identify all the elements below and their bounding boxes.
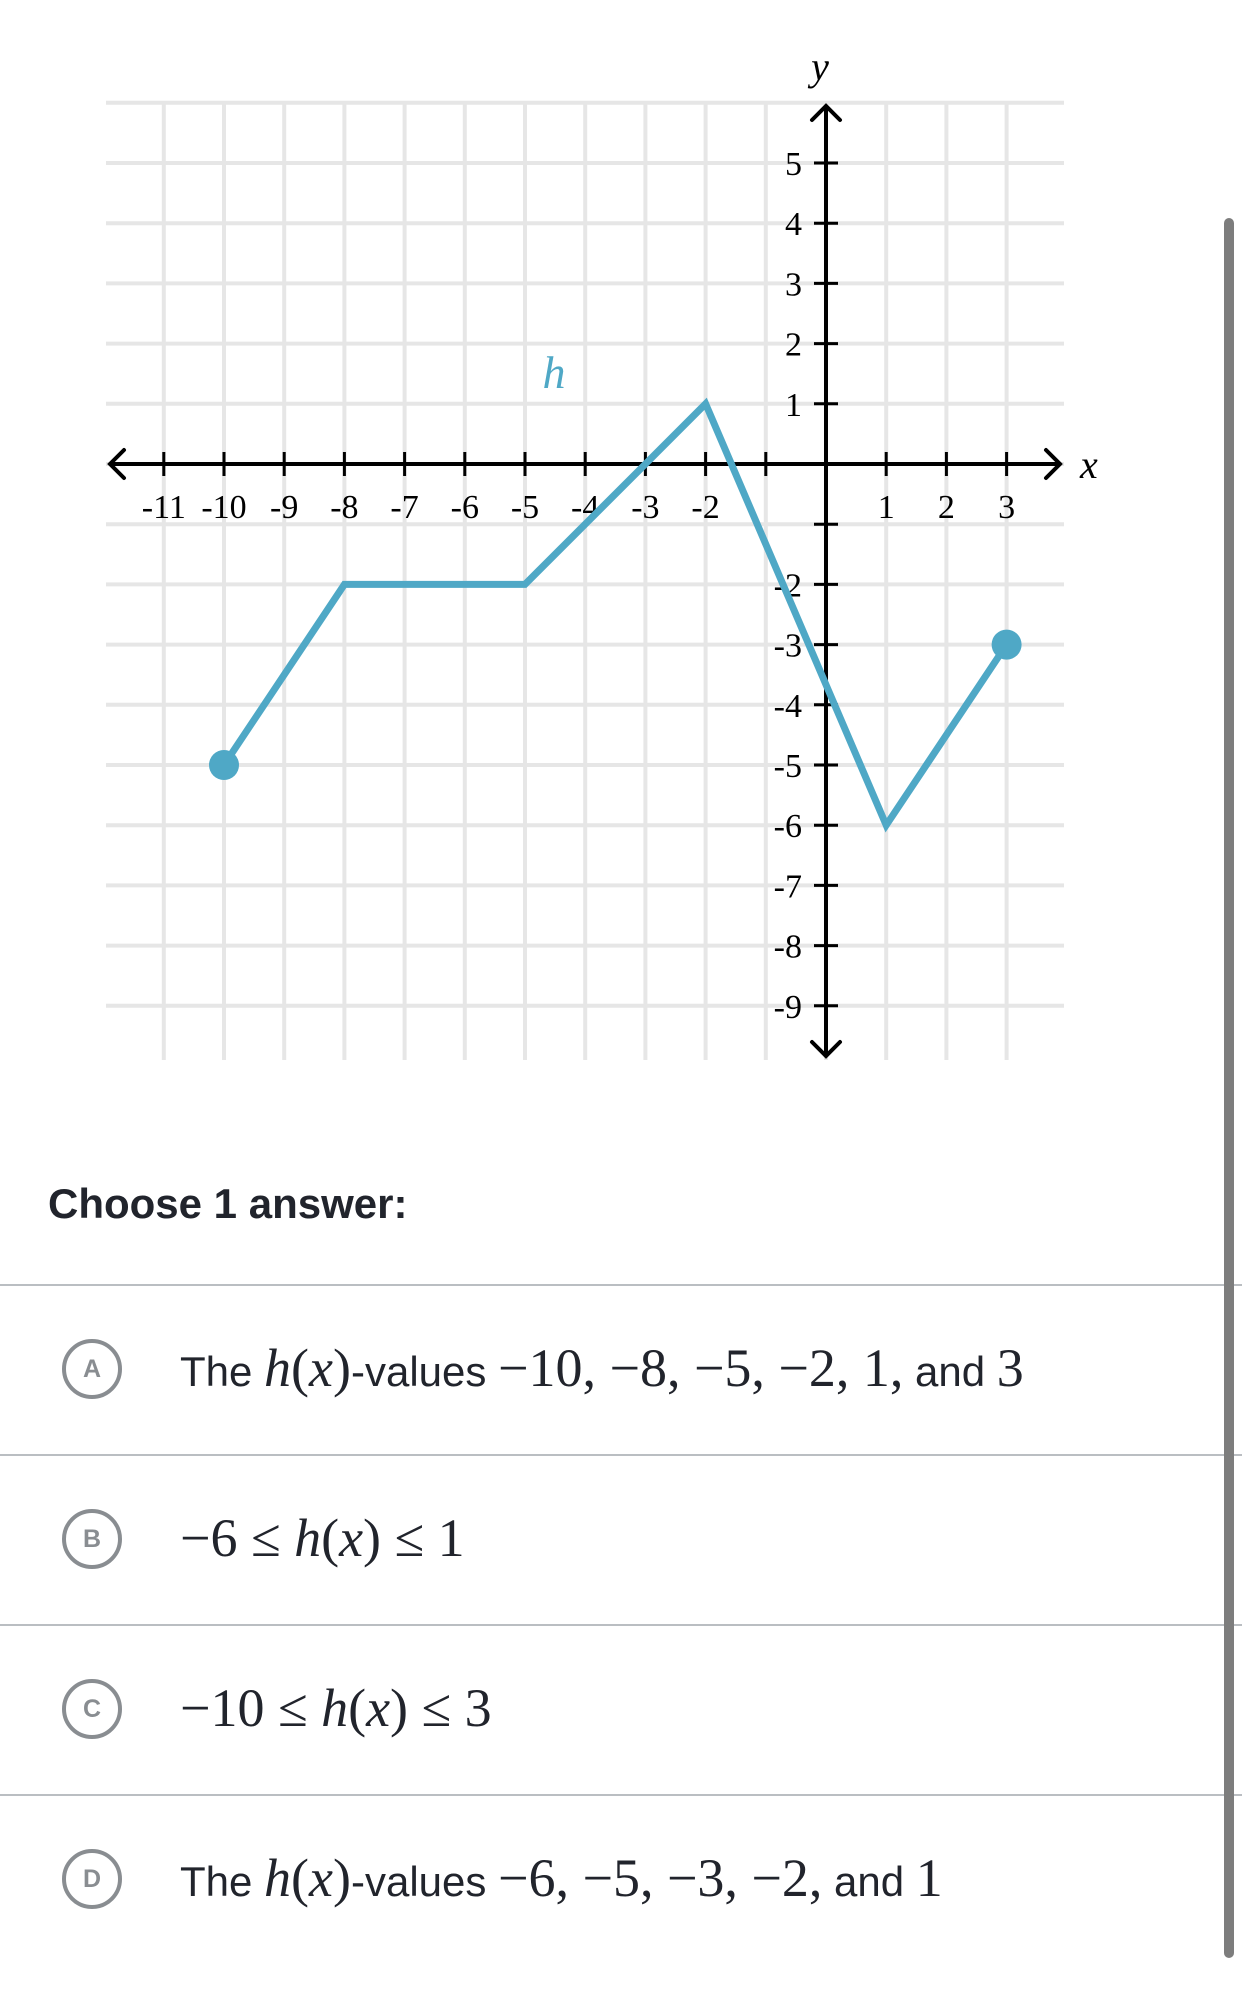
choice-text-c: −10 ≤ h(x) ≤ 3 [180,1678,492,1738]
x-tick-label: -3 [631,489,660,526]
prompt: Choose 1 answer: [48,1180,408,1227]
x-tick-label: -11 [141,489,186,526]
endpoint-dot [992,630,1022,660]
y-tick-label: -3 [773,627,802,665]
y-axis-label: y [811,44,829,89]
choice-text-b: −6 ≤ h(x) ≤ 1 [180,1508,465,1568]
choice-text-a: The h(x)-values −10, −8, −5, −2, 1, and 3 [180,1338,1024,1398]
x-tick-label: -4 [571,489,600,526]
x-tick-label: -7 [390,489,419,526]
y-tick-label: -6 [773,808,802,846]
function-label: h [542,347,566,398]
choice-letter-b: B [62,1509,122,1569]
y-tick-label: -5 [773,748,802,785]
y-tick-label: 4 [785,206,802,244]
y-tick-label: 1 [785,386,802,424]
y-tick-label: -4 [773,687,802,725]
function-curve [209,404,1022,825]
answer-choices [0,1284,1242,1994]
x-tick-label: -10 [201,489,247,526]
y-tick-label: 3 [785,266,802,304]
endpoint-dot [209,750,239,780]
choice-text-d: The h(x)-values −6, −5, −3, −2, and 1 [180,1848,943,1908]
x-tick-label: 3 [998,489,1016,526]
choice-letter-c: C [62,1679,122,1739]
y-tick-label: -8 [773,928,802,966]
x-tick-label: 1 [877,489,895,526]
y-tick-label: -7 [773,868,802,906]
scrollbar[interactable] [1224,218,1234,1958]
x-tick-label: -9 [270,489,299,526]
x-tick-label: -8 [330,489,359,526]
choice-letter-a: A [62,1339,122,1399]
y-tick-label: 2 [785,326,802,364]
choice-d[interactable] [0,1794,1242,1994]
y-tick-label: -9 [773,988,802,1026]
y-tick-label: -2 [773,567,802,605]
choice-b[interactable] [0,1454,1242,1624]
x-tick-label: 2 [937,489,955,526]
choice-c[interactable] [0,1624,1242,1794]
choice-a[interactable] [0,1284,1242,1454]
choice-letter-d: D [62,1849,122,1909]
x-axis-label: x [1080,442,1098,487]
x-tick-label: -6 [450,489,479,526]
y-tick-label: 5 [785,146,802,183]
series-line-h [224,404,1007,825]
x-tick-label: -2 [691,489,720,526]
x-tick-label: -5 [510,489,540,526]
grid-lines [106,101,1064,1060]
